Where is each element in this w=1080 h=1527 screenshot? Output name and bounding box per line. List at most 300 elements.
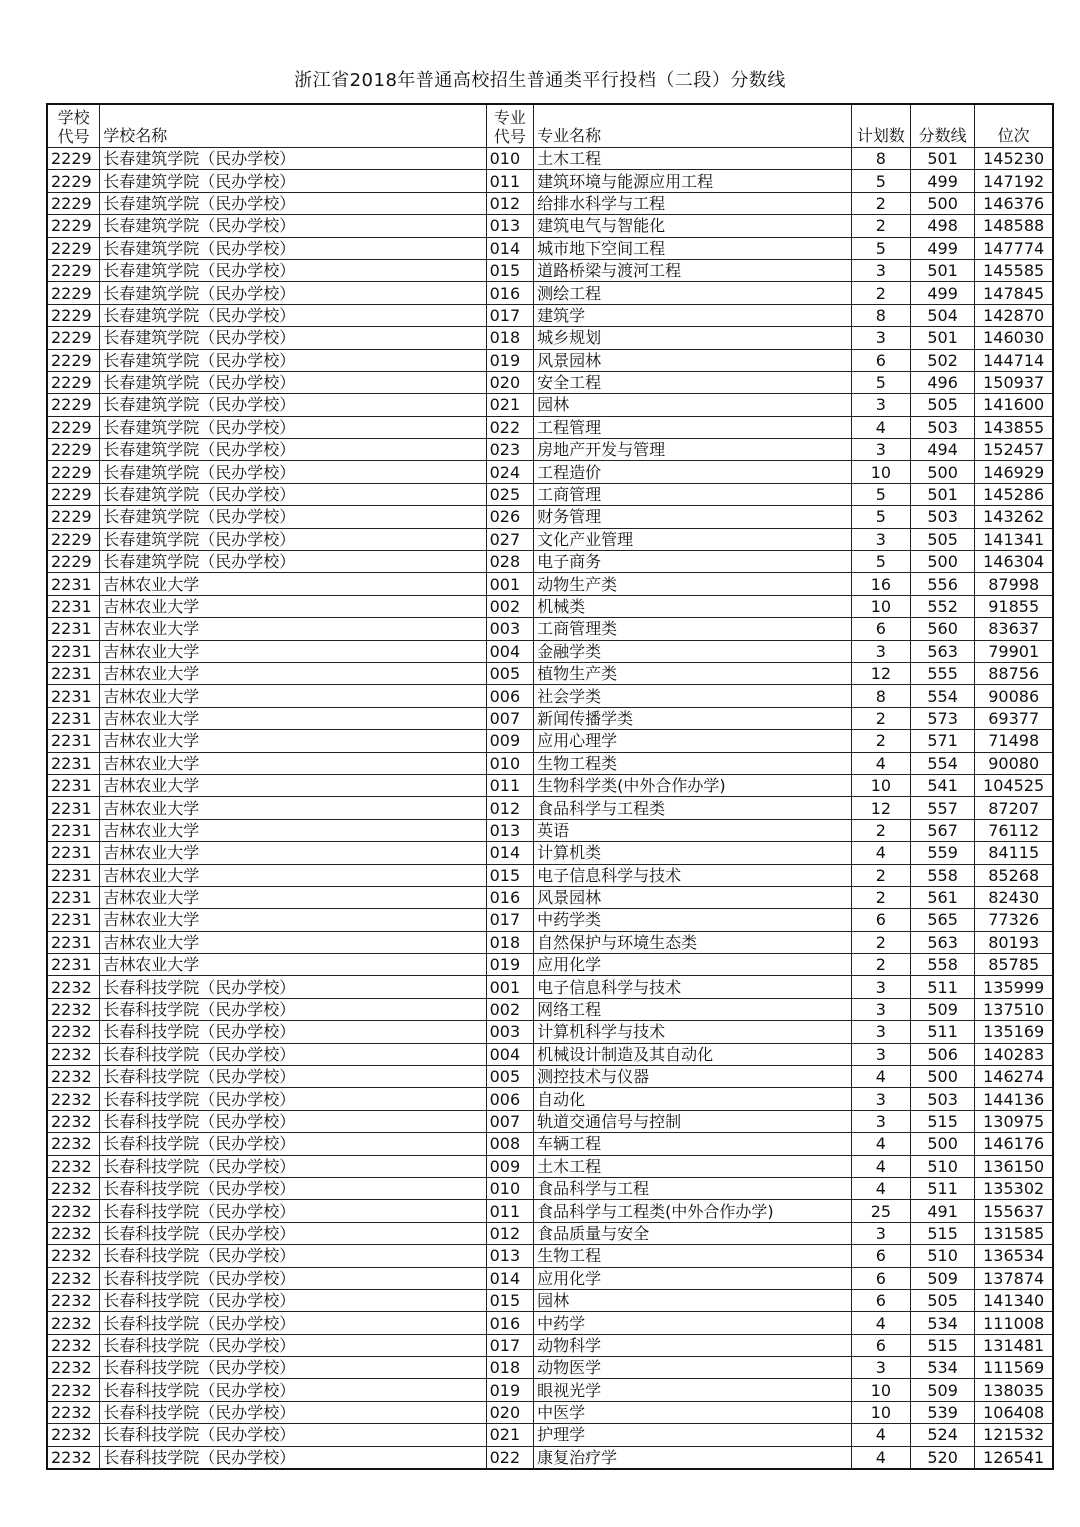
- table-row: [47, 371, 1053, 393]
- table-row: [47, 998, 1053, 1020]
- cell-school-code: 2229: [47, 148, 100, 170]
- cell-major-name: 自动化: [534, 1088, 852, 1110]
- table-row: [47, 730, 1053, 752]
- table-row: [47, 618, 1053, 640]
- cell-school-code: 2232: [47, 1177, 100, 1199]
- cell-school-code: 2231: [47, 573, 100, 595]
- table-row: [47, 685, 1053, 707]
- cell-score: 557: [910, 797, 974, 819]
- cell-school-name: 长春建筑学院（民办学校）: [100, 215, 486, 237]
- table-row: [47, 752, 1053, 774]
- cell-plan: 4: [851, 1177, 910, 1199]
- cell-major-code: 017: [486, 304, 534, 326]
- cell-school-name: 吉林农业大学: [100, 618, 486, 640]
- cell-school-name: 吉林农业大学: [100, 662, 486, 684]
- cell-major-code: 011: [486, 170, 534, 192]
- cell-major-name: 工程造价: [534, 461, 852, 483]
- cell-major-name: 生物工程: [534, 1245, 852, 1267]
- cell-score: 571: [910, 730, 974, 752]
- table-row: [47, 1021, 1053, 1043]
- cell-major-code: 001: [486, 976, 534, 998]
- cell-major-name: 道路桥梁与渡河工程: [534, 259, 852, 281]
- score-table: [46, 103, 1054, 1470]
- cell-plan: 3: [851, 998, 910, 1020]
- cell-school-name: 长春建筑学院（民办学校）: [100, 148, 486, 170]
- cell-school-code: 2229: [47, 439, 100, 461]
- cell-major-code: 010: [486, 1177, 534, 1199]
- cell-plan: 2: [851, 215, 910, 237]
- cell-score: 511: [910, 1021, 974, 1043]
- cell-plan: 6: [851, 349, 910, 371]
- cell-school-code: 2231: [47, 685, 100, 707]
- cell-plan: 2: [851, 192, 910, 214]
- cell-school-name: 长春科技学院（民办学校）: [100, 1446, 486, 1469]
- cell-plan: 4: [851, 1312, 910, 1334]
- cell-score: 524: [910, 1424, 974, 1446]
- cell-rank: 83637: [975, 618, 1053, 640]
- cell-score: 498: [910, 215, 974, 237]
- cell-major-name: 土木工程: [534, 148, 852, 170]
- cell-major-name: 测控技术与仪器: [534, 1066, 852, 1088]
- cell-school-name: 长春科技学院（民办学校）: [100, 976, 486, 998]
- cell-plan: 5: [851, 551, 910, 573]
- cell-plan: 12: [851, 797, 910, 819]
- cell-school-name: 长春科技学院（民办学校）: [100, 1267, 486, 1289]
- cell-rank: 143855: [975, 416, 1053, 438]
- cell-major-name: 土木工程: [534, 1155, 852, 1177]
- cell-rank: 145585: [975, 259, 1053, 281]
- cell-plan: 3: [851, 1110, 910, 1132]
- cell-score: 506: [910, 1043, 974, 1065]
- cell-major-name: 城乡规划: [534, 327, 852, 349]
- table-row: [47, 1066, 1053, 1088]
- table-row: [47, 864, 1053, 886]
- cell-major-code: 004: [486, 640, 534, 662]
- cell-school-code: 2231: [47, 774, 100, 796]
- table-row: [47, 573, 1053, 595]
- cell-plan: 4: [851, 1155, 910, 1177]
- cell-major-code: 010: [486, 752, 534, 774]
- cell-plan: 4: [851, 1066, 910, 1088]
- cell-major-name: 应用化学: [534, 1267, 852, 1289]
- cell-major-name: 给排水科学与工程: [534, 192, 852, 214]
- cell-plan: 4: [851, 752, 910, 774]
- cell-rank: 85268: [975, 864, 1053, 886]
- cell-school-code: 2232: [47, 1312, 100, 1334]
- cell-major-name: 风景园林: [534, 886, 852, 908]
- cell-plan: 5: [851, 371, 910, 393]
- cell-score: 511: [910, 1177, 974, 1199]
- cell-rank: 146929: [975, 461, 1053, 483]
- cell-score: 499: [910, 282, 974, 304]
- cell-school-code: 2229: [47, 304, 100, 326]
- cell-major-name: 生物科学类(中外合作办学): [534, 774, 852, 796]
- cell-rank: 79901: [975, 640, 1053, 662]
- table-row: [47, 819, 1053, 841]
- cell-major-code: 019: [486, 1379, 534, 1401]
- cell-rank: 142870: [975, 304, 1053, 326]
- table-row: [47, 528, 1053, 550]
- table-row: [47, 1245, 1053, 1267]
- cell-plan: 3: [851, 1021, 910, 1043]
- cell-rank: 87998: [975, 573, 1053, 595]
- cell-major-name: 应用心理学: [534, 730, 852, 752]
- cell-score: 505: [910, 394, 974, 416]
- cell-school-name: 长春科技学院（民办学校）: [100, 998, 486, 1020]
- cell-school-code: 2231: [47, 640, 100, 662]
- cell-school-name: 吉林农业大学: [100, 707, 486, 729]
- cell-major-code: 002: [486, 595, 534, 617]
- cell-major-name: 电子信息科学与技术: [534, 976, 852, 998]
- cell-rank: 137874: [975, 1267, 1053, 1289]
- cell-major-code: 007: [486, 707, 534, 729]
- cell-major-code: 016: [486, 886, 534, 908]
- cell-major-code: 005: [486, 662, 534, 684]
- table-row: [47, 1177, 1053, 1199]
- cell-major-code: 008: [486, 1133, 534, 1155]
- table-row: [47, 1133, 1053, 1155]
- cell-school-name: 长春科技学院（民办学校）: [100, 1312, 486, 1334]
- cell-plan: 10: [851, 1401, 910, 1423]
- cell-plan: 10: [851, 595, 910, 617]
- cell-rank: 135169: [975, 1021, 1053, 1043]
- cell-plan: 4: [851, 1424, 910, 1446]
- cell-major-code: 009: [486, 730, 534, 752]
- cell-rank: 146304: [975, 551, 1053, 573]
- cell-major-code: 009: [486, 1155, 534, 1177]
- cell-major-code: 006: [486, 685, 534, 707]
- cell-school-name: 长春科技学院（民办学校）: [100, 1379, 486, 1401]
- cell-major-code: 005: [486, 1066, 534, 1088]
- cell-major-code: 012: [486, 1222, 534, 1244]
- cell-major-name: 生物工程类: [534, 752, 852, 774]
- table-row: [47, 483, 1053, 505]
- cell-school-code: 2232: [47, 1334, 100, 1356]
- cell-score: 515: [910, 1222, 974, 1244]
- cell-school-name: 长春建筑学院（民办学校）: [100, 416, 486, 438]
- cell-major-name: 电子商务: [534, 551, 852, 573]
- cell-rank: 147774: [975, 237, 1053, 259]
- cell-score: 510: [910, 1155, 974, 1177]
- cell-score: 563: [910, 640, 974, 662]
- cell-score: 494: [910, 439, 974, 461]
- table-row: [47, 551, 1053, 573]
- cell-school-name: 吉林农业大学: [100, 774, 486, 796]
- cell-major-code: 013: [486, 1245, 534, 1267]
- table-row: [47, 349, 1053, 371]
- cell-rank: 140283: [975, 1043, 1053, 1065]
- cell-score: 501: [910, 327, 974, 349]
- table-row: [47, 215, 1053, 237]
- header-rank: 位次: [975, 104, 1053, 148]
- table-row: [47, 931, 1053, 953]
- cell-plan: 6: [851, 1334, 910, 1356]
- cell-plan: 3: [851, 1222, 910, 1244]
- cell-rank: 111008: [975, 1312, 1053, 1334]
- cell-school-code: 2229: [47, 528, 100, 550]
- cell-plan: 10: [851, 774, 910, 796]
- table-row: [47, 327, 1053, 349]
- cell-rank: 148588: [975, 215, 1053, 237]
- cell-major-code: 014: [486, 237, 534, 259]
- cell-school-name: 长春科技学院（民办学校）: [100, 1424, 486, 1446]
- cell-major-name: 电子信息科学与技术: [534, 864, 852, 886]
- cell-major-name: 食品科学与工程类: [534, 797, 852, 819]
- cell-school-name: 吉林农业大学: [100, 730, 486, 752]
- cell-major-name: 财务管理: [534, 506, 852, 528]
- cell-plan: 4: [851, 1133, 910, 1155]
- cell-school-code: 2229: [47, 349, 100, 371]
- cell-score: 496: [910, 371, 974, 393]
- cell-major-code: 020: [486, 371, 534, 393]
- cell-school-code: 2232: [47, 1446, 100, 1469]
- cell-score: 505: [910, 528, 974, 550]
- cell-major-code: 014: [486, 1267, 534, 1289]
- cell-major-code: 028: [486, 551, 534, 573]
- table-row: [47, 1446, 1053, 1469]
- cell-major-code: 027: [486, 528, 534, 550]
- table-row: [47, 707, 1053, 729]
- cell-school-code: 2232: [47, 1133, 100, 1155]
- cell-plan: 3: [851, 528, 910, 550]
- cell-school-name: 吉林农业大学: [100, 797, 486, 819]
- header-major-name: 专业名称: [534, 104, 852, 148]
- table-row: [47, 439, 1053, 461]
- cell-plan: 2: [851, 954, 910, 976]
- cell-school-code: 2231: [47, 886, 100, 908]
- cell-plan: 3: [851, 1357, 910, 1379]
- table-row: [47, 595, 1053, 617]
- cell-school-code: 2231: [47, 797, 100, 819]
- cell-school-name: 长春科技学院（民办学校）: [100, 1155, 486, 1177]
- cell-school-code: 2232: [47, 1088, 100, 1110]
- cell-school-name: 长春科技学院（民办学校）: [100, 1133, 486, 1155]
- cell-major-name: 计算机科学与技术: [534, 1021, 852, 1043]
- cell-plan: 5: [851, 483, 910, 505]
- cell-school-code: 2231: [47, 595, 100, 617]
- cell-school-name: 长春科技学院（民办学校）: [100, 1066, 486, 1088]
- cell-major-name: 轨道交通信号与控制: [534, 1110, 852, 1132]
- cell-score: 509: [910, 1379, 974, 1401]
- header-school-code: 学校 代号: [47, 104, 100, 148]
- cell-rank: 144714: [975, 349, 1053, 371]
- cell-school-code: 2232: [47, 1245, 100, 1267]
- cell-score: 500: [910, 192, 974, 214]
- cell-school-name: 吉林农业大学: [100, 819, 486, 841]
- cell-rank: 147192: [975, 170, 1053, 192]
- cell-score: 554: [910, 752, 974, 774]
- cell-major-code: 019: [486, 954, 534, 976]
- table-row: [47, 797, 1053, 819]
- table-row: [47, 1312, 1053, 1334]
- cell-plan: 2: [851, 707, 910, 729]
- cell-plan: 8: [851, 148, 910, 170]
- cell-score: 501: [910, 483, 974, 505]
- cell-score: 534: [910, 1357, 974, 1379]
- cell-major-code: 021: [486, 1424, 534, 1446]
- cell-score: 504: [910, 304, 974, 326]
- cell-plan: 3: [851, 439, 910, 461]
- cell-rank: 141600: [975, 394, 1053, 416]
- cell-school-code: 2232: [47, 1110, 100, 1132]
- cell-plan: 3: [851, 1043, 910, 1065]
- cell-school-name: 长春建筑学院（民办学校）: [100, 506, 486, 528]
- table-row: [47, 1088, 1053, 1110]
- cell-score: 556: [910, 573, 974, 595]
- cell-major-name: 计算机类: [534, 842, 852, 864]
- cell-school-name: 长春科技学院（民办学校）: [100, 1289, 486, 1311]
- cell-score: 505: [910, 1289, 974, 1311]
- table-row: [47, 259, 1053, 281]
- cell-major-name: 园林: [534, 394, 852, 416]
- cell-rank: 141340: [975, 1289, 1053, 1311]
- table-row: [47, 640, 1053, 662]
- cell-major-name: 城市地下空间工程: [534, 237, 852, 259]
- cell-rank: 126541: [975, 1446, 1053, 1469]
- cell-school-code: 2229: [47, 371, 100, 393]
- cell-rank: 146274: [975, 1066, 1053, 1088]
- cell-major-code: 013: [486, 819, 534, 841]
- cell-plan: 16: [851, 573, 910, 595]
- cell-score: 567: [910, 819, 974, 841]
- cell-school-code: 2232: [47, 1267, 100, 1289]
- table-row: [47, 1200, 1053, 1222]
- cell-rank: 146030: [975, 327, 1053, 349]
- cell-school-code: 2231: [47, 954, 100, 976]
- cell-rank: 104525: [975, 774, 1053, 796]
- cell-rank: 136150: [975, 1155, 1053, 1177]
- cell-major-name: 眼视光学: [534, 1379, 852, 1401]
- cell-school-name: 吉林农业大学: [100, 685, 486, 707]
- cell-rank: 111569: [975, 1357, 1053, 1379]
- cell-major-code: 018: [486, 931, 534, 953]
- cell-major-code: 012: [486, 192, 534, 214]
- cell-major-code: 013: [486, 215, 534, 237]
- cell-rank: 135999: [975, 976, 1053, 998]
- cell-major-name: 网络工程: [534, 998, 852, 1020]
- cell-plan: 5: [851, 170, 910, 192]
- cell-plan: 4: [851, 842, 910, 864]
- cell-school-code: 2232: [47, 1155, 100, 1177]
- cell-school-code: 2229: [47, 416, 100, 438]
- cell-rank: 137510: [975, 998, 1053, 1020]
- cell-major-name: 食品科学与工程: [534, 1177, 852, 1199]
- cell-score: 500: [910, 551, 974, 573]
- cell-rank: 145230: [975, 148, 1053, 170]
- cell-plan: 3: [851, 327, 910, 349]
- cell-plan: 6: [851, 1245, 910, 1267]
- cell-school-code: 2232: [47, 1200, 100, 1222]
- cell-score: 491: [910, 1200, 974, 1222]
- cell-major-name: 英语: [534, 819, 852, 841]
- cell-score: 520: [910, 1446, 974, 1469]
- cell-school-code: 2231: [47, 909, 100, 931]
- cell-rank: 90080: [975, 752, 1053, 774]
- table-row: [47, 1424, 1053, 1446]
- cell-rank: 88756: [975, 662, 1053, 684]
- cell-major-code: 011: [486, 1200, 534, 1222]
- table-row: [47, 506, 1053, 528]
- cell-rank: 87207: [975, 797, 1053, 819]
- cell-major-name: 植物生产类: [534, 662, 852, 684]
- cell-rank: 71498: [975, 730, 1053, 752]
- cell-score: 555: [910, 662, 974, 684]
- cell-major-name: 中药学: [534, 1312, 852, 1334]
- cell-major-code: 004: [486, 1043, 534, 1065]
- cell-school-name: 长春建筑学院（民办学校）: [100, 394, 486, 416]
- cell-plan: 6: [851, 1289, 910, 1311]
- cell-major-code: 017: [486, 909, 534, 931]
- cell-school-code: 2231: [47, 662, 100, 684]
- cell-rank: 141341: [975, 528, 1053, 550]
- cell-score: 500: [910, 461, 974, 483]
- cell-school-code: 2232: [47, 976, 100, 998]
- cell-major-code: 018: [486, 327, 534, 349]
- cell-major-code: 026: [486, 506, 534, 528]
- cell-rank: 69377: [975, 707, 1053, 729]
- cell-major-name: 康复治疗学: [534, 1446, 852, 1469]
- cell-rank: 143262: [975, 506, 1053, 528]
- cell-score: 515: [910, 1110, 974, 1132]
- cell-school-name: 吉林农业大学: [100, 842, 486, 864]
- table-row: [47, 170, 1053, 192]
- cell-major-code: 007: [486, 1110, 534, 1132]
- table-row: [47, 954, 1053, 976]
- cell-rank: 85785: [975, 954, 1053, 976]
- cell-school-code: 2229: [47, 327, 100, 349]
- cell-school-name: 长春建筑学院（民办学校）: [100, 192, 486, 214]
- cell-score: 503: [910, 506, 974, 528]
- cell-school-code: 2229: [47, 237, 100, 259]
- cell-major-code: 003: [486, 618, 534, 640]
- cell-major-code: 012: [486, 797, 534, 819]
- cell-major-name: 建筑电气与智能化: [534, 215, 852, 237]
- cell-major-name: 新闻传播学类: [534, 707, 852, 729]
- cell-school-name: 长春科技学院（民办学校）: [100, 1021, 486, 1043]
- cell-school-code: 2229: [47, 282, 100, 304]
- cell-rank: 146176: [975, 1133, 1053, 1155]
- cell-major-code: 016: [486, 282, 534, 304]
- cell-rank: 130975: [975, 1110, 1053, 1132]
- cell-major-name: 金融学类: [534, 640, 852, 662]
- cell-major-name: 建筑学: [534, 304, 852, 326]
- cell-plan: 4: [851, 416, 910, 438]
- cell-plan: 8: [851, 304, 910, 326]
- cell-score: 573: [910, 707, 974, 729]
- cell-major-name: 动物医学: [534, 1357, 852, 1379]
- cell-school-name: 吉林农业大学: [100, 864, 486, 886]
- cell-plan: 6: [851, 618, 910, 640]
- cell-major-name: 应用化学: [534, 954, 852, 976]
- cell-plan: 3: [851, 394, 910, 416]
- cell-score: 563: [910, 931, 974, 953]
- cell-plan: 25: [851, 1200, 910, 1222]
- cell-school-name: 长春建筑学院（民办学校）: [100, 259, 486, 281]
- cell-school-code: 2232: [47, 1357, 100, 1379]
- cell-school-code: 2231: [47, 707, 100, 729]
- cell-major-code: 024: [486, 461, 534, 483]
- cell-plan: 10: [851, 461, 910, 483]
- cell-major-code: 020: [486, 1401, 534, 1423]
- cell-score: 509: [910, 1267, 974, 1289]
- cell-score: 500: [910, 1133, 974, 1155]
- cell-plan: 12: [851, 662, 910, 684]
- table-body: [47, 148, 1053, 1470]
- cell-school-name: 吉林农业大学: [100, 886, 486, 908]
- cell-score: 558: [910, 954, 974, 976]
- table-row: [47, 192, 1053, 214]
- cell-plan: 8: [851, 685, 910, 707]
